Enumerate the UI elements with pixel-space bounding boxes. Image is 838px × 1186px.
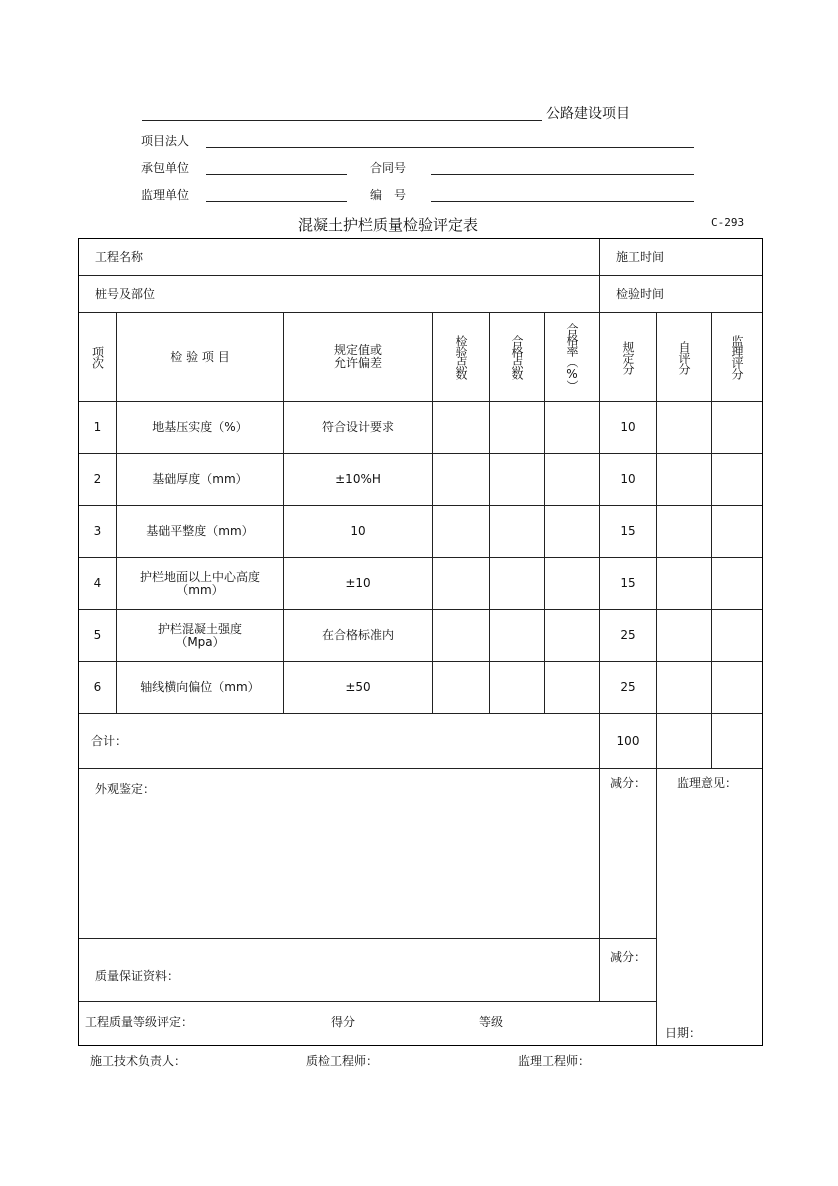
row-3-spec-text: 10 (350, 524, 366, 538)
row-5-supervisor-score[interactable] (711, 609, 763, 662)
owner-label: 项目法人 (141, 134, 190, 148)
row-2-pass-rate[interactable] (544, 453, 600, 506)
project-name-cell-text: 工程名称 (95, 249, 144, 264)
header-item-text: 检 验 项 目 (170, 349, 230, 364)
number-label: 编 号 (370, 188, 407, 202)
row-4-pass-points[interactable] (489, 557, 545, 610)
row-1-item-text: 地基压实度（%） (152, 420, 248, 434)
row-3-pass-points[interactable] (489, 505, 545, 558)
header-specified-score-text: 规定分 (621, 340, 635, 374)
appearance-deduct-cell-text: 减分： (610, 776, 647, 790)
row-1-supervisor-score[interactable] (711, 401, 763, 454)
row-6-check-points[interactable] (432, 661, 490, 714)
quality-docs-cell-text: 质量保证资料： (95, 968, 180, 983)
construction-time-cell[interactable] (599, 238, 763, 276)
header-item (116, 312, 284, 402)
row-3-item-text: 基础平整度（mm） (146, 524, 254, 538)
row-3-specified-score (599, 505, 657, 558)
row-1-no-text: 1 (93, 420, 102, 434)
row-6-pass-rate[interactable] (544, 661, 600, 714)
row-6-spec-text: ±50 (345, 680, 371, 694)
row-3-item (116, 505, 284, 558)
row-3-self-score[interactable] (656, 505, 712, 558)
row-1-specified-score (599, 401, 657, 454)
row-5-self-score[interactable] (656, 609, 712, 662)
row-2-pass-points[interactable] (489, 453, 545, 506)
row-1-self-score[interactable] (656, 401, 712, 454)
supervisor-opinion-cell[interactable] (656, 768, 763, 1046)
quality-docs-cell[interactable] (78, 938, 600, 1002)
owner-line (206, 147, 694, 148)
row-4-specified-score-text: 15 (620, 576, 636, 590)
form-code: C-293 (711, 216, 745, 229)
supervisor-label: 监理单位 (141, 188, 190, 202)
row-5-specified-score (599, 609, 657, 662)
header-item-no-text: 项次 (90, 346, 105, 368)
row-6-self-score[interactable] (656, 661, 712, 714)
row-5-item-text: 护栏混凝土强度 （Mpa） (157, 621, 242, 649)
grade-label: 工程质量等级评定： (85, 1015, 194, 1029)
row-2-supervisor-score[interactable] (711, 453, 763, 506)
header-check-points-text: 检验点数 (454, 335, 468, 379)
total-score-cell-text: 100 (616, 733, 640, 748)
header-specified-score (599, 312, 657, 402)
total-label-cell-text: 合计： (91, 733, 128, 748)
appearance-deduct-cell[interactable] (599, 768, 657, 939)
grade-cell[interactable] (78, 1001, 657, 1046)
contract-no-line (431, 174, 694, 175)
row-2-check-points[interactable] (432, 453, 490, 506)
date-label: 日期： (665, 1026, 702, 1040)
inspection-time-cell[interactable] (599, 275, 763, 313)
row-5-spec-text: 在合格标准内 (321, 628, 394, 642)
row-6-no-text: 6 (93, 680, 102, 694)
row-6-specified-score-text: 25 (620, 680, 636, 694)
contract-no-label: 合同号 (370, 161, 407, 175)
row-1-pass-rate[interactable] (544, 401, 600, 454)
row-5-specified-score-text: 25 (620, 628, 636, 642)
row-5-check-points[interactable] (432, 609, 490, 662)
row-4-item (116, 557, 284, 610)
construction-time-cell-text: 施工时间 (616, 249, 665, 264)
row-3-no-text: 3 (93, 524, 102, 538)
header-supervisor-score (711, 312, 763, 402)
row-5-no-text: 5 (93, 628, 102, 642)
total-supervisor-score[interactable] (711, 713, 763, 769)
row-2-specified-score-text: 10 (620, 472, 636, 486)
inspection-time-cell-text: 检验时间 (616, 286, 665, 301)
tech-lead-label: 施工技术负责人： (90, 1054, 187, 1068)
row-2-spec (283, 453, 433, 506)
row-2-item-text: 基础厚度（mm） (152, 472, 248, 486)
project-line (142, 120, 542, 121)
row-1-check-points[interactable] (432, 401, 490, 454)
row-1-item (116, 401, 284, 454)
row-6-item (116, 661, 284, 714)
header-pass-rate (544, 312, 600, 402)
row-6-no (78, 661, 117, 714)
project-name-cell[interactable] (78, 238, 600, 276)
stake-location-cell-text: 桩号及部位 (95, 286, 156, 301)
grade-level-label: 等级 (479, 1015, 504, 1029)
row-3-specified-score-text: 15 (620, 524, 636, 538)
row-3-no (78, 505, 117, 558)
row-2-spec-text: ±10%H (335, 472, 381, 486)
row-1-spec-text: 符合设计要求 (321, 420, 394, 434)
row-4-specified-score (599, 557, 657, 610)
row-5-pass-rate[interactable] (544, 609, 600, 662)
row-2-self-score[interactable] (656, 453, 712, 506)
appearance-cell[interactable] (78, 768, 600, 939)
row-4-item-text: 护栏地面以上中心高度 （mm） (139, 569, 260, 597)
grade-score-label: 得分 (331, 1015, 356, 1029)
row-1-pass-points[interactable] (489, 401, 545, 454)
row-4-spec-text: ±10 (345, 576, 371, 590)
contractor-line (206, 174, 347, 175)
row-5-item (116, 609, 284, 662)
supervisor-opinion-cell-text: 监理意见： (677, 776, 738, 790)
stake-location-cell[interactable] (78, 275, 600, 313)
row-4-self-score[interactable] (656, 557, 712, 610)
row-3-spec (283, 505, 433, 558)
header-pass-rate-text: 合格率（%） (565, 323, 579, 391)
number-line (431, 201, 694, 202)
row-4-spec (283, 557, 433, 610)
row-6-spec (283, 661, 433, 714)
form-title: 混凝土护栏质量检验评定表 (298, 216, 479, 234)
row-6-specified-score (599, 661, 657, 714)
row-4-no (78, 557, 117, 610)
supervising-engineer-label: 监理工程师： (518, 1054, 591, 1068)
row-6-item-text: 轴线横向偏位（mm） (140, 680, 260, 694)
row-6-supervisor-score[interactable] (711, 661, 763, 714)
header-self-score-text: 自评分 (677, 340, 691, 374)
row-2-item (116, 453, 284, 506)
row-5-pass-points[interactable] (489, 609, 545, 662)
header-pass-points (489, 312, 545, 402)
total-label-cell (78, 713, 600, 769)
header-check-points (432, 312, 490, 402)
row-3-supervisor-score[interactable] (711, 505, 763, 558)
project-suffix: 公路建设项目 (546, 106, 630, 122)
supervisor-line (206, 201, 347, 202)
row-4-supervisor-score[interactable] (711, 557, 763, 610)
row-3-pass-rate[interactable] (544, 505, 600, 558)
qc-engineer-label: 质检工程师： (306, 1054, 379, 1068)
header-spec (283, 312, 433, 402)
row-4-no-text: 4 (93, 576, 102, 590)
row-2-no (78, 453, 117, 506)
header-spec-text: 规定值或 允许偏差 (333, 343, 382, 370)
contractor-label: 承包单位 (141, 161, 190, 175)
header-item-no (78, 312, 117, 402)
row-6-pass-points[interactable] (489, 661, 545, 714)
header-self-score (656, 312, 712, 402)
row-2-no-text: 2 (93, 472, 102, 486)
appearance-cell-text: 外观鉴定： (95, 782, 156, 796)
row-1-no (78, 401, 117, 454)
row-5-no (78, 609, 117, 662)
row-4-pass-rate[interactable] (544, 557, 600, 610)
row-3-check-points[interactable] (432, 505, 490, 558)
quality-docs-deduct-cell[interactable] (599, 938, 657, 1002)
header-supervisor-score-text: 监理评分 (730, 335, 744, 379)
total-self-score[interactable] (656, 713, 712, 769)
header-pass-points-text: 合格点数 (510, 335, 524, 379)
quality-docs-deduct-cell-text: 减分： (610, 950, 647, 964)
row-4-check-points[interactable] (432, 557, 490, 610)
total-score-cell (599, 713, 657, 769)
row-1-spec (283, 401, 433, 454)
row-1-specified-score-text: 10 (620, 420, 636, 434)
row-5-spec (283, 609, 433, 662)
row-2-specified-score (599, 453, 657, 506)
